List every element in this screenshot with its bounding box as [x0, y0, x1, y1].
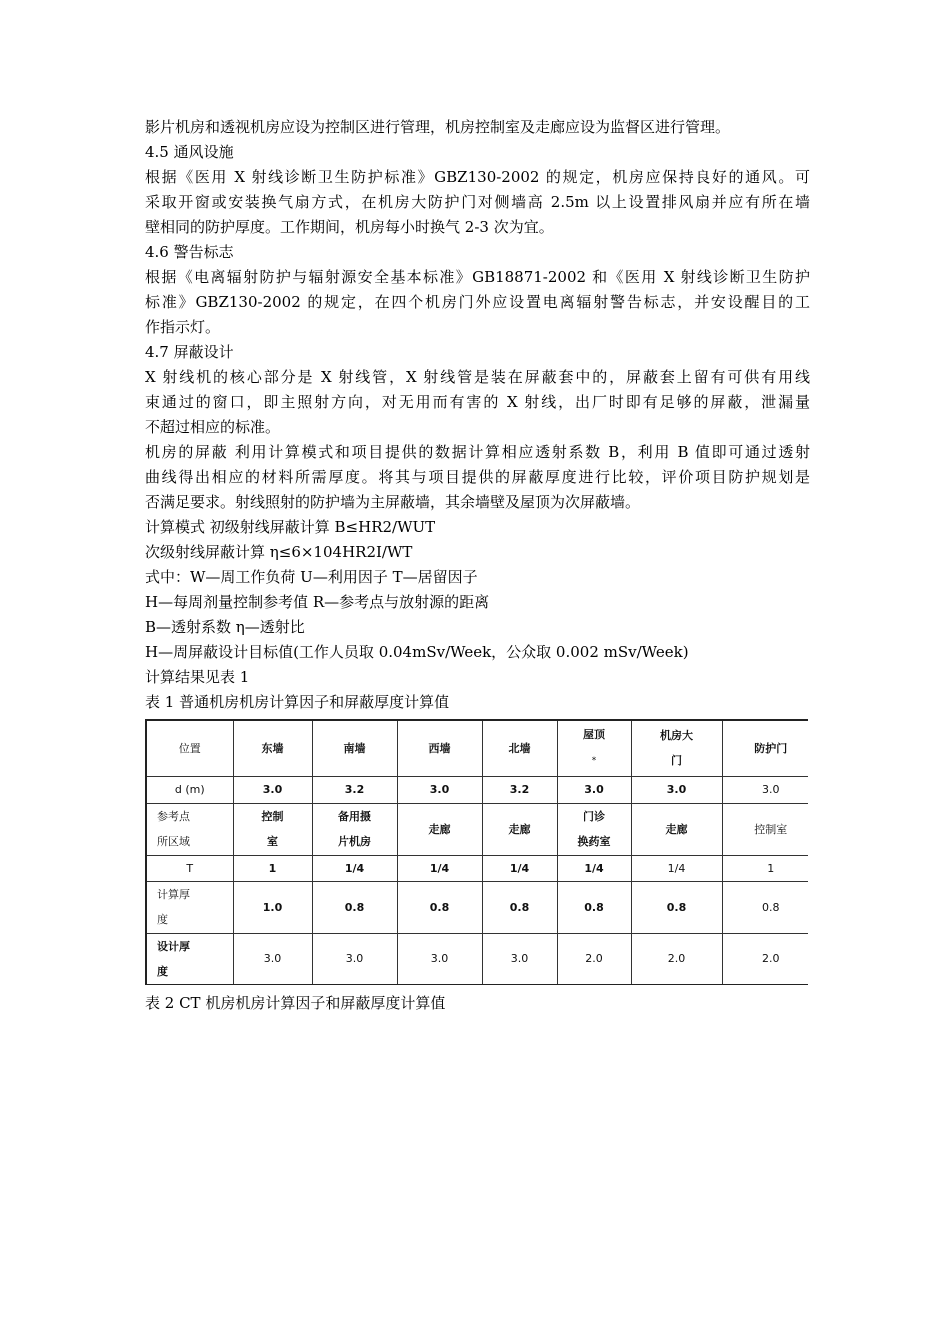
table-cell: 3.0 [233, 933, 312, 985]
table-cell: 3.0 [397, 933, 482, 985]
header-main-door: 机房大 门 [631, 720, 722, 776]
formula-primary: 计算模式 初级射线屏蔽计算 B≤HR2/WUT [145, 518, 436, 536]
table-cell: 2.0 [557, 933, 631, 985]
table-cell: 走廊 [397, 803, 482, 855]
table-cell: 走廊 [631, 803, 722, 855]
row-label-occupancy: T [146, 855, 233, 881]
row-label-distance: d (m) [146, 776, 233, 803]
heading-ventilation: 4.5 通风设施 [145, 143, 234, 161]
table-cell: 0.8 [631, 881, 722, 933]
paragraph-room-shield-line-2: 曲线得出相应的材料所需厚度。将其与项目提供的屏蔽厚度进行比较，评价项目防护规划是 [145, 468, 810, 486]
table-row [146, 776, 808, 803]
table-cell: 1/4 [557, 855, 631, 881]
table-cell: 3.0 [397, 776, 482, 803]
row-label-calc-thickness: 计算厚 度 [146, 881, 233, 933]
paragraph-xray-line-3: 不超过相应的标准。 [145, 418, 281, 436]
paragraph-ventilation-line-2: 采取开窗或安装换气扇方式，在机房大防护门对侧墙高 2.5m 以上设置排风扇并应有所在墙 [145, 193, 810, 211]
paragraph-warning-line-2: 标准》GBZ130-2002 的规定，在四个机房门外应设置电离辐射警告标志，并安设醒目的工 [145, 293, 810, 311]
header-east-wall: 东墙 [233, 720, 312, 776]
paragraph-xray-line-2: 束通过的窗口，即主照射方向，对无用而有害的 X 射线，出厂时即有足够的屏蔽，泄漏量 [145, 393, 810, 411]
table-cell: 3.0 [557, 776, 631, 803]
formula-legend-3: B—透射系数 η—透射比 [145, 618, 305, 636]
formula-legend-1: 式中：W—周工作负荷 U—利用因子 T—居留因子 [145, 568, 478, 586]
table-cell: 3.2 [312, 776, 397, 803]
formula-secondary: 次级射线屏蔽计算 η≤6×104HR2I/WT [145, 543, 413, 561]
row-label-reference-area: 参考点 所区域 [146, 803, 233, 855]
table2-caption: 表 2 CT 机房机房计算因子和屏蔽厚度计算值 [145, 994, 446, 1012]
table-cell: 0.8 [397, 881, 482, 933]
table-header-row [146, 720, 808, 776]
formula-legend-4: H—周屏蔽设计目标值(工作人员取 0.04mSv/Week，公众取 0.002 mSv/Week) [145, 643, 689, 661]
paragraph-ventilation-line-3: 壁相同的防护厚度。工作期间，机房每小时换气 2-3 次为宜。 [145, 218, 554, 236]
table-row [146, 855, 808, 881]
table-cell: 1.0 [233, 881, 312, 933]
table-cell: 1 [233, 855, 312, 881]
table-cell: 3.0 [722, 776, 808, 803]
paragraph-ventilation-line-1: 根据《医用 X 射线诊断卫生防护标准》GBZ130-2002 的规定，机房应保持良好的通风。可 [145, 168, 810, 186]
table-cell: 1/4 [397, 855, 482, 881]
table-cell: 3.0 [631, 776, 722, 803]
table-row [146, 881, 808, 933]
paragraph-room-shield-line-1: 机房的屏蔽 利用计算模式和项目提供的数据计算相应透射系数 B，利用 B 值即可通过透射 [145, 443, 810, 461]
table-cell: 1 [722, 855, 808, 881]
header-position: 位置 [146, 720, 233, 776]
table-cell: 3.0 [312, 933, 397, 985]
table-cell: 走廊 [482, 803, 557, 855]
table1-container [145, 719, 808, 985]
header-south-wall: 南墙 [312, 720, 397, 776]
formula-legend-2: H—每周剂量控制参考值 R—参考点与放射源的距离 [145, 593, 490, 611]
table-cell: 门诊 换药室 [557, 803, 631, 855]
paragraph-warning-line-1: 根据《电离辐射防护与辐射源安全基本标准》GB18871-2002 和《医用 X 射线诊断卫生防护 [145, 268, 810, 286]
table-cell: 3.0 [233, 776, 312, 803]
table-cell: 0.8 [482, 881, 557, 933]
table-cell: 1/4 [312, 855, 397, 881]
results-reference: 计算结果见表 1 [145, 668, 250, 686]
header-west-wall: 西墙 [397, 720, 482, 776]
document-page [145, 115, 810, 1016]
table1-caption: 表 1 普通机房机房计算因子和屏蔽厚度计算值 [145, 693, 450, 711]
table-cell: 控制室 [722, 803, 808, 855]
table-cell: 2.0 [722, 933, 808, 985]
heading-warning-signs: 4.6 警告标志 [145, 243, 234, 261]
table-cell: 0.8 [722, 881, 808, 933]
table-cell: 3.0 [482, 933, 557, 985]
heading-shielding-design: 4.7 屏蔽设计 [145, 343, 234, 361]
table-cell: 1/4 [631, 855, 722, 881]
header-roof: 屋顶 * [557, 720, 631, 776]
table-cell: 0.8 [312, 881, 397, 933]
shielding-table [145, 719, 808, 985]
table-row [146, 803, 808, 855]
paragraph-xray-line-1: X 射线机的核心部分是 X 射线管，X 射线管是装在屏蔽套中的，屏蔽套上留有可供有用线 [145, 368, 810, 386]
table-cell: 0.8 [557, 881, 631, 933]
paragraph-control-zone: 影片机房和透视机房应设为控制区进行管理，机房控制室及走廊应设为监督区进行管理。 [145, 118, 731, 136]
table-cell: 2.0 [631, 933, 722, 985]
table-cell: 控制 室 [233, 803, 312, 855]
table-cell: 备用摄 片机房 [312, 803, 397, 855]
paragraph-warning-line-3: 作指示灯。 [145, 318, 221, 336]
table-cell: 3.2 [482, 776, 557, 803]
header-protective-door: 防护门 [722, 720, 808, 776]
paragraph-room-shield-line-3: 否满足要求。射线照射的防护墙为主屏蔽墙，其余墙壁及屋顶为次屏蔽墙。 [145, 493, 641, 511]
table-row [146, 933, 808, 985]
row-label-design-thickness: 设计厚 度 [146, 933, 233, 985]
header-north-wall: 北墙 [482, 720, 557, 776]
table-cell: 1/4 [482, 855, 557, 881]
